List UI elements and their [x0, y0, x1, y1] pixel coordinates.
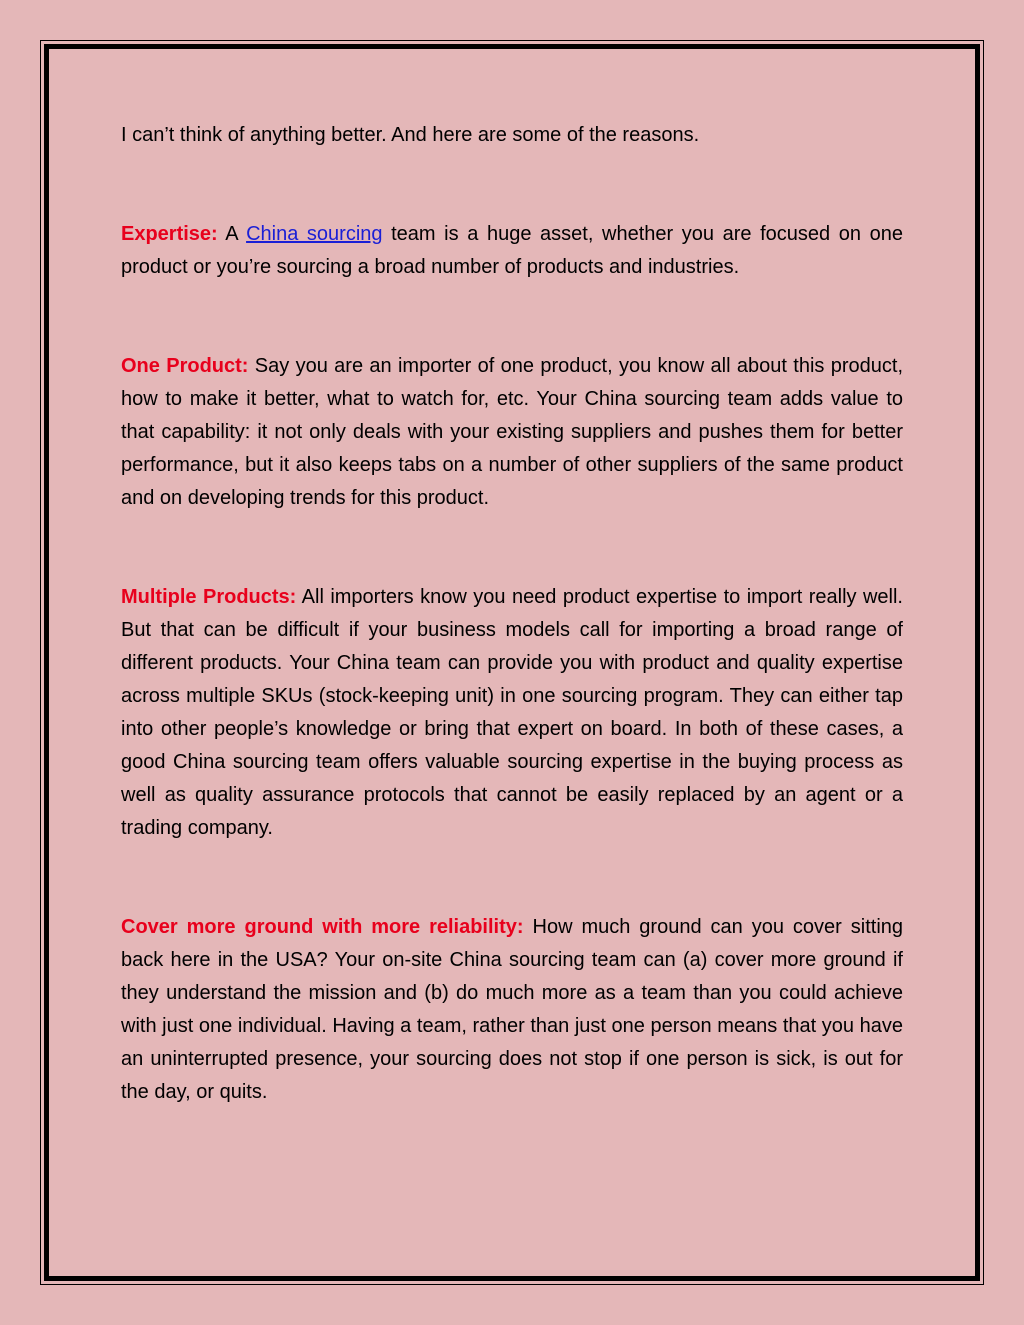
expertise-body: team is a huge asset, whether you are focused on one product or you’re sourcing a broad number of products and industries.	[121, 223, 903, 278]
one-product-paragraph	[121, 350, 903, 515]
multiple-products-body: All importers know you need product expertise to import really well. But that can be difficult if your business models call for importing a broad range of different products. Your China team can provide you with product and quality expertise across multiple SKUs (stock-keeping unit) in one sourcing program. They can either tap into other people’s knowledge or bring that expert on board. In both of these cases, a good China sourcing team offers valuable sourcing expertise in the buying process as well as quality assurance protocols that cannot be easily replaced by an agent or a trading company.	[121, 586, 903, 839]
china-sourcing-link[interactable]: China sourcing	[246, 223, 383, 245]
intro-paragraph: I can’t think of anything better. And here are some of the reasons.	[121, 124, 700, 146]
expertise-pre-link: A	[217, 223, 247, 245]
cover-more-ground-paragraph	[121, 911, 903, 1109]
document-body	[121, 119, 903, 1109]
multiple-products-heading: Multiple Products:	[121, 586, 297, 608]
cover-more-ground-heading: Cover more ground with more reliability:	[121, 916, 524, 938]
expertise-paragraph	[121, 218, 903, 284]
one-product-heading: One Product:	[121, 355, 249, 377]
one-product-body: Say you are an importer of one product, you know all about this product, how to make it better, what to watch for, etc. Your China sourcing team adds value to that capability: it not only deals with your existing suppliers and pushes them for better performance, but it also keeps tabs on a number of other suppliers of the same product and on developing trends for this product.	[121, 355, 904, 509]
multiple-products-paragraph	[121, 581, 903, 845]
cover-more-ground-body: How much ground can you cover sitting back here in the USA? Your on-site China sourcing team can (a) cover more ground if they understand the mission and (b) do much more as a team than you could achieve with just one individual. Having a team, rather than just one person means that you have an uninterrupted presence, your sourcing does not stop if one person is sick, is out for the day, or quits.	[121, 916, 904, 1103]
expertise-heading: Expertise:	[121, 223, 218, 245]
